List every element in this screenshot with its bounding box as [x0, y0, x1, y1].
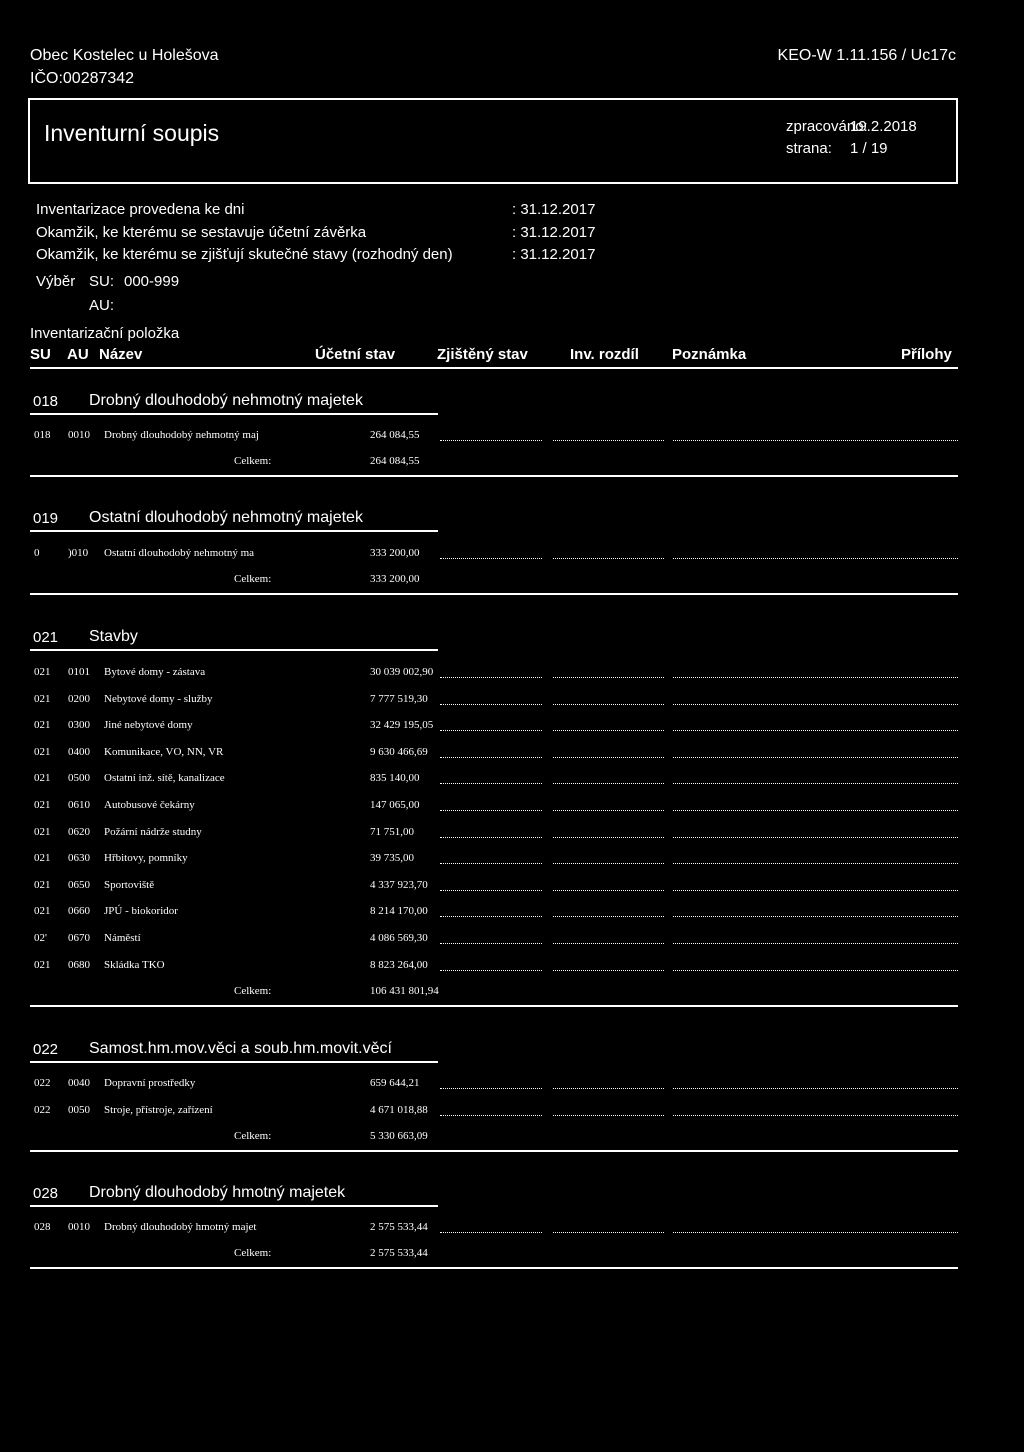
difference-blank [553, 440, 664, 441]
difference-blank [553, 783, 664, 784]
note-blank [673, 757, 958, 758]
processed-label: zpracováno: [786, 118, 868, 135]
row-accounting-value: 30 039 002,90 [370, 666, 434, 678]
found-state-blank [440, 943, 542, 944]
row-su: 022 [34, 1077, 51, 1089]
difference-blank [553, 1088, 664, 1089]
row-name: JPÚ - biokoridor [104, 905, 178, 917]
row-accounting-value: 8 823 264,00 [370, 959, 428, 971]
row-au: 0050 [68, 1104, 90, 1116]
group-code: 022 [33, 1041, 59, 1058]
found-state-blank [440, 440, 542, 441]
organization-name: Obec Kostelec u Holešova [30, 47, 219, 64]
row-name: Komunikace, VO, NN, VR [104, 746, 224, 758]
difference-blank [553, 1232, 664, 1233]
difference-blank [553, 890, 664, 891]
found-state-blank [440, 558, 542, 559]
row-su: 021 [34, 826, 51, 838]
note-blank [673, 558, 958, 559]
group-total: 333 200,00 [370, 573, 420, 585]
row-su: 021 [34, 719, 51, 731]
group-underline [30, 1061, 438, 1063]
col-inventory-difference: Inv. rozdíl [570, 346, 639, 363]
row-name: Jiné nebytové domy [104, 719, 193, 731]
decisive-date-value: : 31.12.2017 [512, 246, 596, 263]
row-su: 021 [34, 905, 51, 917]
software-version: KEO-W 1.11.156 / Uc17c [777, 47, 956, 64]
group-name: Stavby [89, 628, 138, 645]
row-su: 021 [34, 746, 51, 758]
group-underline [30, 1205, 438, 1207]
row-su: 021 [34, 959, 51, 971]
row-name: Sportoviště [104, 879, 155, 891]
col-accounting-state: Účetní stav [315, 346, 396, 363]
row-au: 0620 [68, 826, 90, 838]
row-accounting-value: 8 214 170,00 [370, 905, 428, 917]
found-state-blank [440, 890, 542, 891]
note-blank [673, 1115, 958, 1116]
closing-date-value: : 31.12.2017 [512, 224, 596, 241]
row-su: 02' [34, 932, 47, 944]
row-au: 0101 [68, 666, 90, 678]
su-filter-label: SU: [89, 273, 115, 290]
difference-blank [553, 1115, 664, 1116]
found-state-blank [440, 1088, 542, 1089]
found-state-blank [440, 837, 542, 838]
row-name: Stroje, přístroje, zařízení [104, 1104, 213, 1116]
difference-blank [553, 558, 664, 559]
note-blank [673, 783, 958, 784]
found-state-blank [440, 730, 542, 731]
found-state-blank [440, 810, 542, 811]
row-accounting-value: 71 751,00 [370, 826, 414, 838]
note-blank [673, 970, 958, 971]
row-au: 0660 [68, 905, 90, 917]
group-underline [30, 530, 438, 532]
group-total: 5 330 663,09 [370, 1130, 428, 1142]
row-su: 021 [34, 852, 51, 864]
row-name: Požární nádrže studny [104, 826, 202, 838]
au-filter-label: AU: [89, 297, 115, 314]
organization-id: IČO:00287342 [30, 70, 135, 87]
row-su: 021 [34, 693, 51, 705]
note-blank [673, 1232, 958, 1233]
row-accounting-value: 2 575 533,44 [370, 1221, 428, 1233]
group-name: Drobný dlouhodobý nehmotný majetek [89, 392, 363, 409]
note-blank [673, 440, 958, 441]
note-blank [673, 837, 958, 838]
row-su: 0 [34, 547, 40, 559]
difference-blank [553, 810, 664, 811]
difference-blank [553, 704, 664, 705]
row-su: 018 [34, 429, 51, 441]
total-label: Celkem: [234, 455, 272, 467]
note-blank [673, 677, 958, 678]
row-name: Hřbitovy, pomníky [104, 852, 188, 864]
row-name: Ostatní dlouhodobý nehmotný ma [104, 547, 255, 559]
found-state-blank [440, 1232, 542, 1233]
col-name: Název [99, 346, 143, 363]
row-name: Dopravní prostředky [104, 1077, 196, 1089]
found-state-blank [440, 970, 542, 971]
selection-label: Výběr [36, 273, 76, 290]
row-accounting-value: 264 084,55 [370, 429, 420, 441]
row-au: 0010 [68, 1221, 90, 1233]
row-au: 0040 [68, 1077, 90, 1089]
found-state-blank [440, 863, 542, 864]
row-accounting-value: 659 644,21 [370, 1077, 420, 1089]
row-su: 028 [34, 1221, 51, 1233]
row-accounting-value: 7 777 519,30 [370, 693, 428, 705]
found-state-blank [440, 677, 542, 678]
row-name: Drobný dlouhodobý nehmotný maj [104, 429, 259, 441]
group-underline [30, 413, 438, 415]
row-au: 0610 [68, 799, 90, 811]
page-number: 1 / 19 [850, 140, 888, 157]
group-end-rule [30, 1267, 958, 1269]
inventory-item-label: Inventarizační položka [30, 325, 180, 342]
row-su: 021 [34, 799, 51, 811]
group-code: 021 [33, 629, 59, 646]
col-au: AU [67, 346, 89, 363]
row-au: )010 [68, 547, 89, 559]
row-name: Skládka TKO [104, 959, 165, 971]
difference-blank [553, 943, 664, 944]
col-found-state: Zjištěný stav [437, 346, 528, 363]
note-blank [673, 810, 958, 811]
row-au: 0300 [68, 719, 90, 731]
row-accounting-value: 333 200,00 [370, 547, 420, 559]
inventory-date-value: : 31.12.2017 [512, 201, 596, 218]
group-end-rule [30, 475, 958, 477]
total-label: Celkem: [234, 985, 272, 997]
difference-blank [553, 757, 664, 758]
difference-blank [553, 677, 664, 678]
row-accounting-value: 39 735,00 [370, 852, 414, 864]
col-attachments: Přílohy [901, 346, 952, 363]
row-accounting-value: 32 429 195,05 [370, 719, 434, 731]
row-su: 021 [34, 666, 51, 678]
note-blank [673, 863, 958, 864]
row-accounting-value: 9 630 466,69 [370, 746, 428, 758]
note-blank [673, 730, 958, 731]
group-name: Ostatní dlouhodobý nehmotný majetek [89, 509, 363, 526]
page-number-label: strana: [786, 140, 832, 157]
row-name: Bytové domy - zástava [104, 666, 206, 678]
group-total: 264 084,55 [370, 455, 420, 467]
col-su: SU [30, 346, 51, 363]
row-accounting-value: 835 140,00 [370, 772, 420, 784]
found-state-blank [440, 916, 542, 917]
decisive-date-label: Okamžik, ke kterému se zjišťují skutečné stavy (rozhodný den) [36, 246, 453, 263]
row-accounting-value: 4 337 923,70 [370, 879, 428, 891]
row-su: 021 [34, 879, 51, 891]
row-au: 0670 [68, 932, 90, 944]
header-rule [30, 367, 958, 369]
total-label: Celkem: [234, 1247, 272, 1259]
row-au: 0680 [68, 959, 90, 971]
row-au: 0500 [68, 772, 90, 784]
group-end-rule [30, 593, 958, 595]
closing-date-label: Okamžik, ke kterému se sestavuje účetní závěrka [36, 224, 367, 241]
col-note: Poznámka [672, 346, 747, 363]
difference-blank [553, 863, 664, 864]
group-total: 106 431 801,94 [370, 985, 439, 997]
processed-date: 19.2.2018 [850, 118, 917, 135]
row-au: 0200 [68, 693, 90, 705]
row-accounting-value: 4 671 018,88 [370, 1104, 428, 1116]
group-name: Samost.hm.mov.věci a soub.hm.movit.věcí [89, 1040, 392, 1057]
difference-blank [553, 730, 664, 731]
inventory-date-label: Inventarizace provedena ke dni [36, 201, 245, 218]
total-label: Celkem: [234, 573, 272, 585]
row-au: 0630 [68, 852, 90, 864]
group-end-rule [30, 1005, 958, 1007]
row-name: Autobusové čekárny [104, 799, 195, 811]
total-label: Celkem: [234, 1130, 272, 1142]
note-blank [673, 704, 958, 705]
group-underline [30, 649, 438, 651]
group-name: Drobný dlouhodobý hmotný majetek [89, 1184, 346, 1201]
row-accounting-value: 4 086 569,30 [370, 932, 428, 944]
row-au: 0650 [68, 879, 90, 891]
found-state-blank [440, 704, 542, 705]
group-code: 028 [33, 1185, 59, 1202]
group-code: 019 [33, 510, 59, 527]
difference-blank [553, 837, 664, 838]
row-name: Náměstí [104, 932, 141, 944]
found-state-blank [440, 783, 542, 784]
row-su: 021 [34, 772, 51, 784]
row-name: Ostatní inž. sítě, kanalizace [104, 772, 225, 784]
difference-blank [553, 970, 664, 971]
difference-blank [553, 916, 664, 917]
su-filter-value: 000-999 [124, 273, 180, 290]
note-blank [673, 1088, 958, 1089]
row-su: 022 [34, 1104, 51, 1116]
group-end-rule [30, 1150, 958, 1152]
group-total: 2 575 533,44 [370, 1247, 428, 1259]
group-code: 018 [33, 393, 59, 410]
page-title: Inventurní soupis [44, 120, 220, 146]
note-blank [673, 916, 958, 917]
note-blank [673, 890, 958, 891]
row-name: Nebytové domy - služby [104, 693, 213, 705]
found-state-blank [440, 1115, 542, 1116]
row-name: Drobný dlouhodobý hmotný majet [104, 1221, 257, 1233]
row-au: 0400 [68, 746, 90, 758]
row-accounting-value: 147 065,00 [370, 799, 420, 811]
row-au: 0010 [68, 429, 90, 441]
note-blank [673, 943, 958, 944]
found-state-blank [440, 757, 542, 758]
